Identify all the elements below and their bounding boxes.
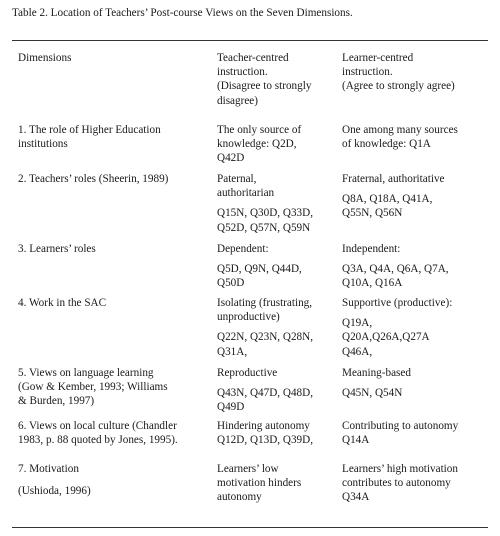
cell-line: Q14A [342, 434, 370, 447]
learner-cell [342, 172, 488, 221]
cell-line: 1. The role of Higher Education [18, 124, 161, 136]
cell-line: unproductive) [217, 311, 280, 324]
cell-line: Q3A, Q4A, Q6A, Q7A, [342, 263, 449, 276]
bottom-rule [12, 527, 488, 528]
cell-line: Q5D, Q9N, Q44D, [217, 263, 302, 276]
cell-line: Q46A, [342, 345, 373, 358]
teacher-cell [217, 296, 339, 359]
cell-line: Q55N, Q56N [342, 207, 403, 220]
cell-line: Fraternal, authoritative [342, 173, 445, 185]
header-teacher-line: (Disagree to strongly [217, 80, 312, 93]
cell-line: Learners’ low [217, 463, 279, 475]
cell-line: Q45N, Q54N [342, 387, 403, 400]
teacher-cell [217, 123, 339, 166]
cell-line: 2. Teachers’ roles (Sheerin, 1989) [18, 173, 169, 185]
cell-line: institutions [18, 138, 68, 151]
cell-line: Q12D, Q13D, Q39D, [217, 434, 314, 447]
cell-line: knowledge: Q2D, [217, 138, 297, 151]
header-dimensions [18, 51, 213, 65]
cell-line: Isolating (frustrating, [217, 297, 313, 309]
cell-line: autonomy [217, 491, 262, 504]
cell-line: One among many sources [342, 124, 458, 136]
header-teacher-line: disagree) [217, 94, 258, 107]
cell-line: Reproductive [217, 367, 278, 379]
cell-line: Q15N, Q30D, Q33D, [217, 207, 314, 220]
cell-line: contributes to autonomy [342, 477, 451, 490]
cell-line: Supportive (productive): [342, 297, 453, 309]
header-learner-line: instruction. [342, 66, 393, 79]
cell-line: Dependent: [217, 243, 269, 255]
cell-line: Hindering autonomy [217, 420, 310, 432]
dimension-cell [18, 172, 213, 186]
cell-line: Q34A [342, 491, 370, 504]
cell-line: The only source of [217, 124, 302, 136]
dimension-cell [18, 366, 213, 409]
teacher-cell [217, 462, 339, 505]
cell-line: Q43N, Q47D, Q48D, [217, 387, 314, 400]
top-rule [12, 40, 488, 41]
dimension-cell [18, 296, 213, 310]
learner-cell [342, 123, 488, 151]
cell-line: (Ushioda, 1996) [18, 485, 91, 498]
cell-line: Q22N, Q23N, Q28N, [217, 331, 314, 344]
cell-line: 4. Work in the SAC [18, 297, 107, 309]
cell-line: 5. Views on language learning [18, 367, 154, 379]
cell-line: (Gow & Kember, 1993; Williams [18, 381, 168, 394]
cell-line: Q52D, Q57N, Q59N [217, 221, 311, 234]
header-teacher-line: Teacher-centred [217, 52, 289, 64]
cell-line: & Burden, 1997) [18, 395, 95, 408]
header-learner-centred [342, 51, 488, 94]
cell-line: Paternal, [217, 173, 257, 185]
cell-line: 7. Motivation [18, 463, 79, 475]
header-teacher-centred [217, 51, 339, 108]
cell-line: Q49D [217, 401, 245, 414]
table-caption: Table 2. Location of Teachers’ Post-course Views on the Seven Dimensions. [12, 7, 353, 19]
learner-cell [342, 462, 488, 505]
cell-line: 1983, p. 88 quoted by Jones, 1995). [18, 434, 178, 447]
dimension-cell [18, 419, 213, 447]
teacher-cell [217, 172, 339, 235]
header-dimensions-text: Dimensions [18, 52, 72, 64]
cell-line: motivation hinders [217, 477, 302, 490]
teacher-cell [217, 366, 339, 415]
cell-line: Q31A, [217, 345, 248, 358]
cell-line: Q42D [217, 152, 245, 165]
cell-line: Q19A, [342, 317, 373, 330]
cell-line: Learners’ high motivation [342, 463, 458, 475]
cell-line: Meaning-based [342, 367, 411, 379]
header-teacher-line: instruction. [217, 66, 268, 79]
cell-line: Q8A, Q18A, Q41A, [342, 193, 433, 206]
learner-cell [342, 419, 488, 447]
teacher-cell [217, 242, 339, 291]
cell-line: Q20A,Q26A,Q27A [342, 331, 430, 344]
dimension-cell [18, 242, 213, 256]
cell-line: of knowledge: Q1A [342, 138, 431, 151]
cell-line: Contributing to autonomy [342, 420, 459, 432]
dimension-cell [18, 123, 213, 151]
cell-line: Independent: [342, 243, 401, 255]
dimension-cell [18, 462, 213, 498]
cell-line: Q50D [217, 277, 245, 290]
cell-line: authoritarian [217, 187, 275, 200]
header-learner-line: (Agree to strongly agree) [342, 80, 455, 93]
header-learner-line: Learner-centred [342, 52, 414, 64]
learner-cell [342, 296, 488, 359]
learner-cell [342, 242, 488, 291]
cell-line: 3. Learners’ roles [18, 243, 96, 255]
teacher-cell [217, 419, 339, 447]
cell-line: Q10A, Q16A [342, 277, 403, 290]
learner-cell [342, 366, 488, 400]
cell-line: 6. Views on local culture (Chandler [18, 420, 177, 432]
